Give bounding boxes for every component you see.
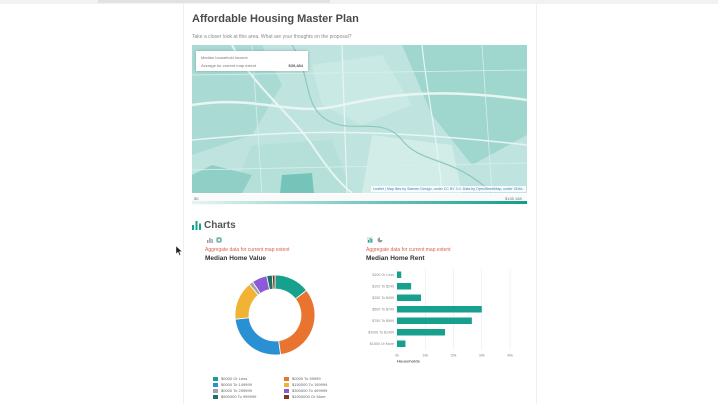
x-tick-label: 40k bbox=[507, 353, 513, 358]
rent-bar[interactable] bbox=[397, 295, 421, 302]
map-attribution[interactable] bbox=[371, 186, 526, 192]
rent-bar[interactable] bbox=[397, 306, 482, 313]
donut-slice[interactable] bbox=[235, 318, 280, 355]
legend-swatch bbox=[284, 383, 289, 387]
x-tick-label: 10k bbox=[422, 353, 429, 358]
legend-label: $0000 Or Less bbox=[221, 376, 248, 381]
page-title: Affordable Housing Master Plan bbox=[192, 13, 359, 25]
tooltip-value: $39,484 bbox=[288, 63, 303, 68]
pie-legend-item[interactable] bbox=[284, 382, 327, 387]
attribution-link[interactable]: Leaflet | Map tiles by Stamen Design, under CC BY 3.0. Data by OpenStreetMap, under ODbL. bbox=[373, 187, 524, 191]
pie-legend-item[interactable] bbox=[284, 376, 321, 381]
pie-legend-item[interactable] bbox=[213, 388, 252, 393]
y-tick-label: $100 To $249 bbox=[372, 284, 394, 289]
charts-heading: Charts bbox=[204, 220, 236, 231]
donut-slice[interactable] bbox=[279, 290, 315, 354]
y-tick-label: $750 To $999 bbox=[372, 319, 394, 324]
tooltip-sublabel: Average for current map extent bbox=[201, 63, 257, 68]
y-tick-label: $500 To $749 bbox=[372, 307, 394, 312]
legend-label: $500000 To 999999 bbox=[221, 394, 257, 399]
pie-legend-item[interactable] bbox=[213, 394, 256, 399]
legend-gradient bbox=[192, 201, 527, 204]
legend-swatch bbox=[213, 395, 218, 399]
legend-label: $0000 To 299999 bbox=[221, 388, 252, 393]
legend-label: $300000 To 499999 bbox=[292, 388, 328, 393]
mouse-cursor-icon bbox=[176, 246, 183, 256]
rent-bar[interactable] bbox=[397, 318, 472, 325]
page-subtitle: Take a closer look at this area. What are your thoughts on the proposal? bbox=[192, 34, 352, 40]
y-tick-label: $1000 To $1499 bbox=[368, 330, 394, 335]
pie-legend-item[interactable] bbox=[284, 388, 327, 393]
legend-swatch bbox=[284, 389, 289, 393]
chart2-note: Aggregate data for current map extent bbox=[366, 247, 451, 253]
pie-chart-toggle-icon[interactable] bbox=[377, 237, 383, 243]
chart2-title: Median Home Rent bbox=[366, 255, 425, 262]
tooltip-label: Median household income bbox=[201, 55, 248, 60]
bar-chart-toggle-icon[interactable] bbox=[367, 237, 373, 243]
browser-tab[interactable] bbox=[98, 0, 330, 3]
y-tick-label: $250 To $499 bbox=[372, 296, 394, 301]
rent-bar[interactable] bbox=[397, 341, 405, 348]
y-tick-label: $1500 Or More bbox=[369, 342, 394, 347]
legend-swatch bbox=[213, 377, 218, 381]
x-tick-label: 30k bbox=[478, 353, 485, 358]
legend-swatch bbox=[284, 395, 289, 399]
pie-legend-item[interactable] bbox=[284, 394, 326, 399]
median-home-rent-bar-chart bbox=[365, 266, 515, 366]
legend-swatch bbox=[213, 389, 218, 393]
rent-bar[interactable] bbox=[397, 283, 411, 290]
bar-chart-toggle-icon[interactable] bbox=[207, 237, 213, 243]
legend-max: $155,188 bbox=[505, 196, 522, 201]
legend-swatch bbox=[284, 377, 289, 381]
legend-swatch bbox=[213, 383, 218, 387]
pie-chart-toggle-icon[interactable] bbox=[216, 237, 222, 243]
legend-label: $0000 To 99999 bbox=[292, 376, 321, 381]
median-home-value-donut bbox=[232, 272, 318, 358]
bar-chart-icon bbox=[192, 221, 201, 230]
chart1-title: Median Home Value bbox=[205, 255, 267, 262]
legend-label: $0000 To 149999 bbox=[221, 382, 252, 387]
rent-bar[interactable] bbox=[397, 272, 401, 279]
chart1-note: Aggregate data for current map extent bbox=[205, 247, 290, 253]
legend-label: $1000000 Or More bbox=[292, 394, 326, 399]
x-tick-label: 20k bbox=[450, 353, 457, 358]
pie-legend-item[interactable] bbox=[213, 376, 247, 381]
rent-bar[interactable] bbox=[397, 329, 445, 336]
x-tick-label: 0k bbox=[395, 353, 399, 358]
legend-min: $0 bbox=[194, 196, 199, 201]
legend-label: $150000 To 199999 bbox=[292, 382, 328, 387]
pie-legend-item[interactable] bbox=[213, 382, 252, 387]
x-axis-label: Households bbox=[397, 358, 420, 364]
y-tick-label: $100 Or Less bbox=[372, 273, 394, 278]
map-tooltip bbox=[196, 51, 308, 71]
